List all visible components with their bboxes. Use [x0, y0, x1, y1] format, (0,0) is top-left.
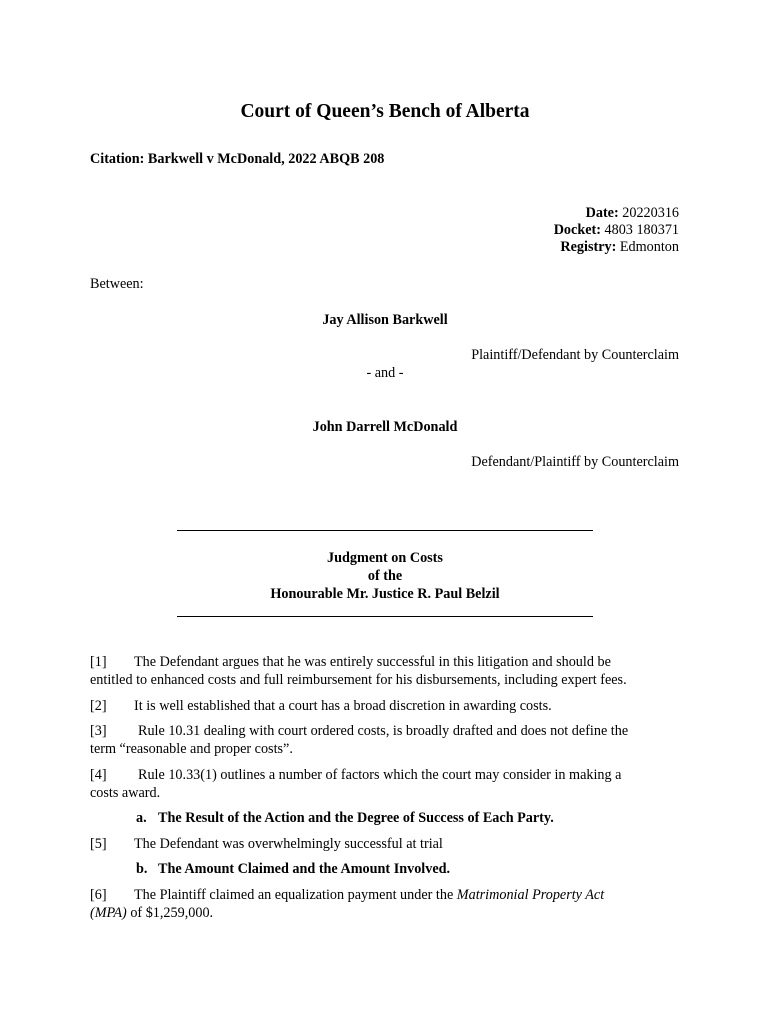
plaintiff-name: Jay Allison Barkwell: [322, 312, 448, 328]
judgment-title-line2: of the: [367, 568, 403, 584]
and-separator: - and -: [366, 365, 404, 381]
section-heading-b: [136, 861, 450, 878]
citation: Citation: Barkwell v McDonald, 2022 ABQB 208: [90, 151, 385, 167]
paragraph-text: The Defendant argues that he was entirely successful in this litigation and should be: [134, 654, 611, 670]
paragraph-text-cont: costs award.: [90, 785, 161, 801]
paragraph-4: [90, 766, 680, 802]
date-line: [586, 205, 679, 222]
paragraph-text: Rule 10.33(1) outlines a number of factors which the court may consider in making a: [138, 767, 622, 783]
paragraph-number: [4]: [90, 767, 107, 783]
paragraph-number: [6]: [90, 887, 107, 903]
judgment-title-line3: Honourable Mr. Justice R. Paul Belzil: [270, 586, 500, 602]
heading-letter: b.: [136, 861, 148, 877]
paragraph-text-cont: entitled to enhanced costs and full reimbursement for his disbursements, including expert fees.: [90, 672, 627, 688]
paragraph-number: [2]: [90, 698, 107, 714]
date-value: 20220316: [622, 205, 679, 221]
section-heading-a: [136, 810, 554, 827]
paragraph-5: [90, 835, 680, 853]
act-name: Matrimonial Property Act: [456, 887, 605, 903]
bottom-divider: [177, 616, 593, 617]
paragraph-text: The Defendant was overwhelmingly successful at trial: [134, 836, 443, 852]
registry-line: [560, 239, 679, 256]
between-label: Between:: [90, 276, 144, 292]
paragraph-2: [90, 697, 680, 715]
judgment-title-line1: Judgment on Costs: [327, 550, 443, 566]
act-abbreviation: (MPA): [90, 905, 127, 921]
paragraph-3: [90, 722, 680, 758]
defendant-name: John Darrell McDonald: [312, 419, 458, 435]
paragraph-text-cont: term “reasonable and proper costs”.: [90, 741, 293, 757]
paragraph-text: The Plaintiff claimed an equalization payment under the: [134, 887, 457, 903]
paragraph-text-cont: of $1,259,000.: [126, 905, 214, 921]
heading-text: The Amount Claimed and the Amount Involved.: [158, 861, 451, 877]
heading-text: The Result of the Action and the Degree of Success of Each Party.: [158, 810, 554, 826]
paragraph-number: [3]: [90, 723, 107, 739]
court-title: Court of Queen’s Bench of Alberta: [240, 101, 530, 122]
paragraph-number: [1]: [90, 654, 107, 670]
paragraph-6: [90, 886, 680, 922]
docket-line: [554, 222, 679, 239]
plaintiff-role: Plaintiff/Defendant by Counterclaim: [471, 347, 679, 363]
registry-value: Edmonton: [619, 239, 679, 255]
docket-value: 4803 180371: [604, 222, 679, 238]
paragraph-number: [5]: [90, 836, 107, 852]
heading-letter: a.: [136, 810, 147, 826]
registry-label: Registry:: [560, 239, 617, 255]
docket-label: Docket:: [553, 222, 601, 238]
paragraph-text: It is well established that a court has a broad discretion in awarding costs.: [134, 698, 552, 714]
date-label: Date:: [585, 205, 619, 221]
top-divider: [177, 530, 593, 531]
paragraph-1: [90, 653, 680, 689]
defendant-role: Defendant/Plaintiff by Counterclaim: [471, 454, 679, 470]
paragraph-text: Rule 10.31 dealing with court ordered costs, is broadly drafted and does not define the: [138, 723, 629, 739]
